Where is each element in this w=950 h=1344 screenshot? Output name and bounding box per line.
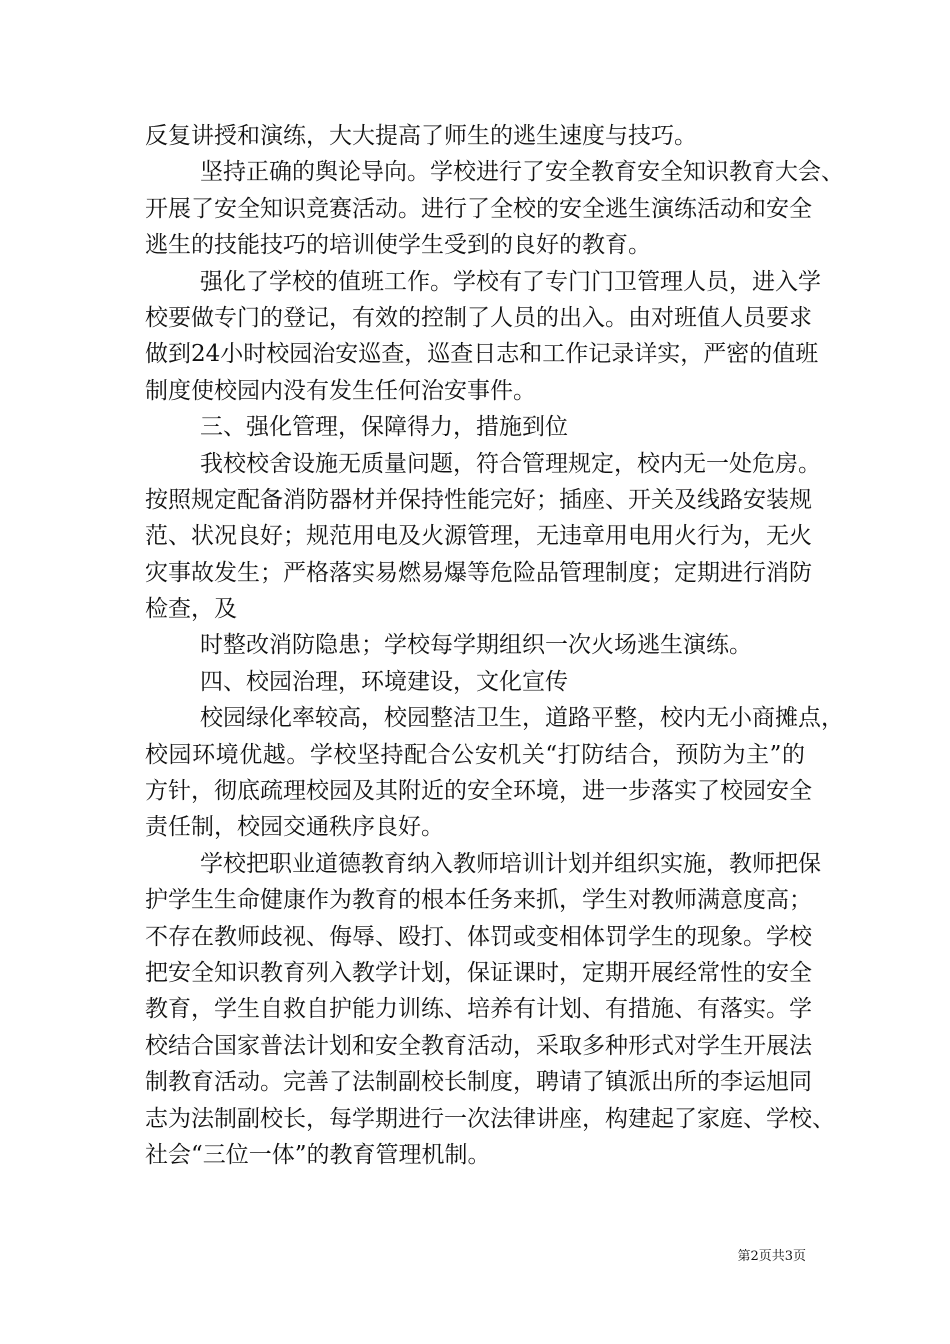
text-line: 逃生的技能技巧的培训使学生受到的良好的教育。 <box>145 232 651 259</box>
paragraph-start-line: 校园绿化率较高，校园整洁卫生，道路平整，校内无小商摊点， <box>200 705 844 732</box>
paragraph-start-line: 学校把职业道德教育纳入教师培训计划并组织实施，教师把保 <box>200 850 821 877</box>
text-line: 反复讲授和演练，大大提高了师生的逃生速度与技巧。 <box>145 123 697 149</box>
text-line: 灾事故发生；严格落实易燃易爆等危险品管理制度；定期进行消防 <box>145 559 812 586</box>
section-heading: 四、校园治理，环境建设，文化宣传 <box>200 668 568 695</box>
text-line: 不存在教师歧视、侮辱、殴打、体罚或变相体罚学生的现象。学校 <box>145 923 812 950</box>
section-heading: 三、强化管理，保障得力，措施到位 <box>200 414 568 441</box>
text-line: 社会“三位一体”的教育管理机制。 <box>145 1141 491 1168</box>
text-line: 范、状况良好；规范用电及火源管理，无违章用电用火行为，无火 <box>145 523 812 550</box>
text-line: 校园环境优越。学校坚持配合公安机关“打防结合，预防为主”的 <box>145 741 805 768</box>
paragraph-start-line: 坚持正确的舆论导向。学校进行了安全教育安全知识教育大会、 <box>200 159 844 186</box>
text-line: 制度使校园内没有发生任何治安事件。 <box>145 377 536 404</box>
text-line: 按照规定配备消防器材并保持性能完好；插座、开关及线路安装规 <box>145 486 812 513</box>
text-line: 教育，学生自救自护能力训练、培养有计划、有措施、有落实。学 <box>145 996 812 1023</box>
text-line: 开展了安全知识竞赛活动。进行了全校的安全逃生演练活动和安全 <box>145 195 812 222</box>
page-number-footer: 第2页共3页 <box>737 1249 806 1264</box>
text-line: 做到24小时校园治安巡查，巡查日志和工作记录详实，严密的值班 <box>145 341 819 368</box>
document-body <box>145 118 844 1173</box>
paragraph-start-line: 强化了学校的值班工作。学校有了专门门卫管理人员，进入学 <box>200 268 821 295</box>
paragraph-start-line: 我校校舍设施无质量问题，符合管理规定，校内无一处危房。 <box>200 450 821 477</box>
text-line: 校要做专门的登记，有效的控制了人员的出入。由对班值人员要求 <box>145 304 812 331</box>
text-line: 方针，彻底疏理校园及其附近的安全环境，进一步落实了校园安全 <box>145 778 812 805</box>
text-line: 志为法制副校长，每学期进行一次法律讲座，构建起了家庭、学校、 <box>145 1105 835 1132</box>
text-line: 检查，及 <box>145 596 237 623</box>
paragraph-start-line: 时整改消防隐患；学校每学期组织一次火场逃生演练。 <box>200 632 752 659</box>
text-line: 护学生生命健康作为教育的根本任务来抓，学生对教师满意度高； <box>145 887 812 914</box>
text-line: 把安全知识教育列入教学计划，保证课时，定期开展经常性的安全 <box>145 959 812 986</box>
text-line: 制教育活动。完善了法制副校长制度，聘请了镇派出所的李运旭同 <box>145 1069 812 1096</box>
text-line: 校结合国家普法计划和安全教育活动，采取多种形式对学生开展法 <box>145 1032 812 1059</box>
text-line: 责任制，校园交通秩序良好。 <box>145 814 444 841</box>
